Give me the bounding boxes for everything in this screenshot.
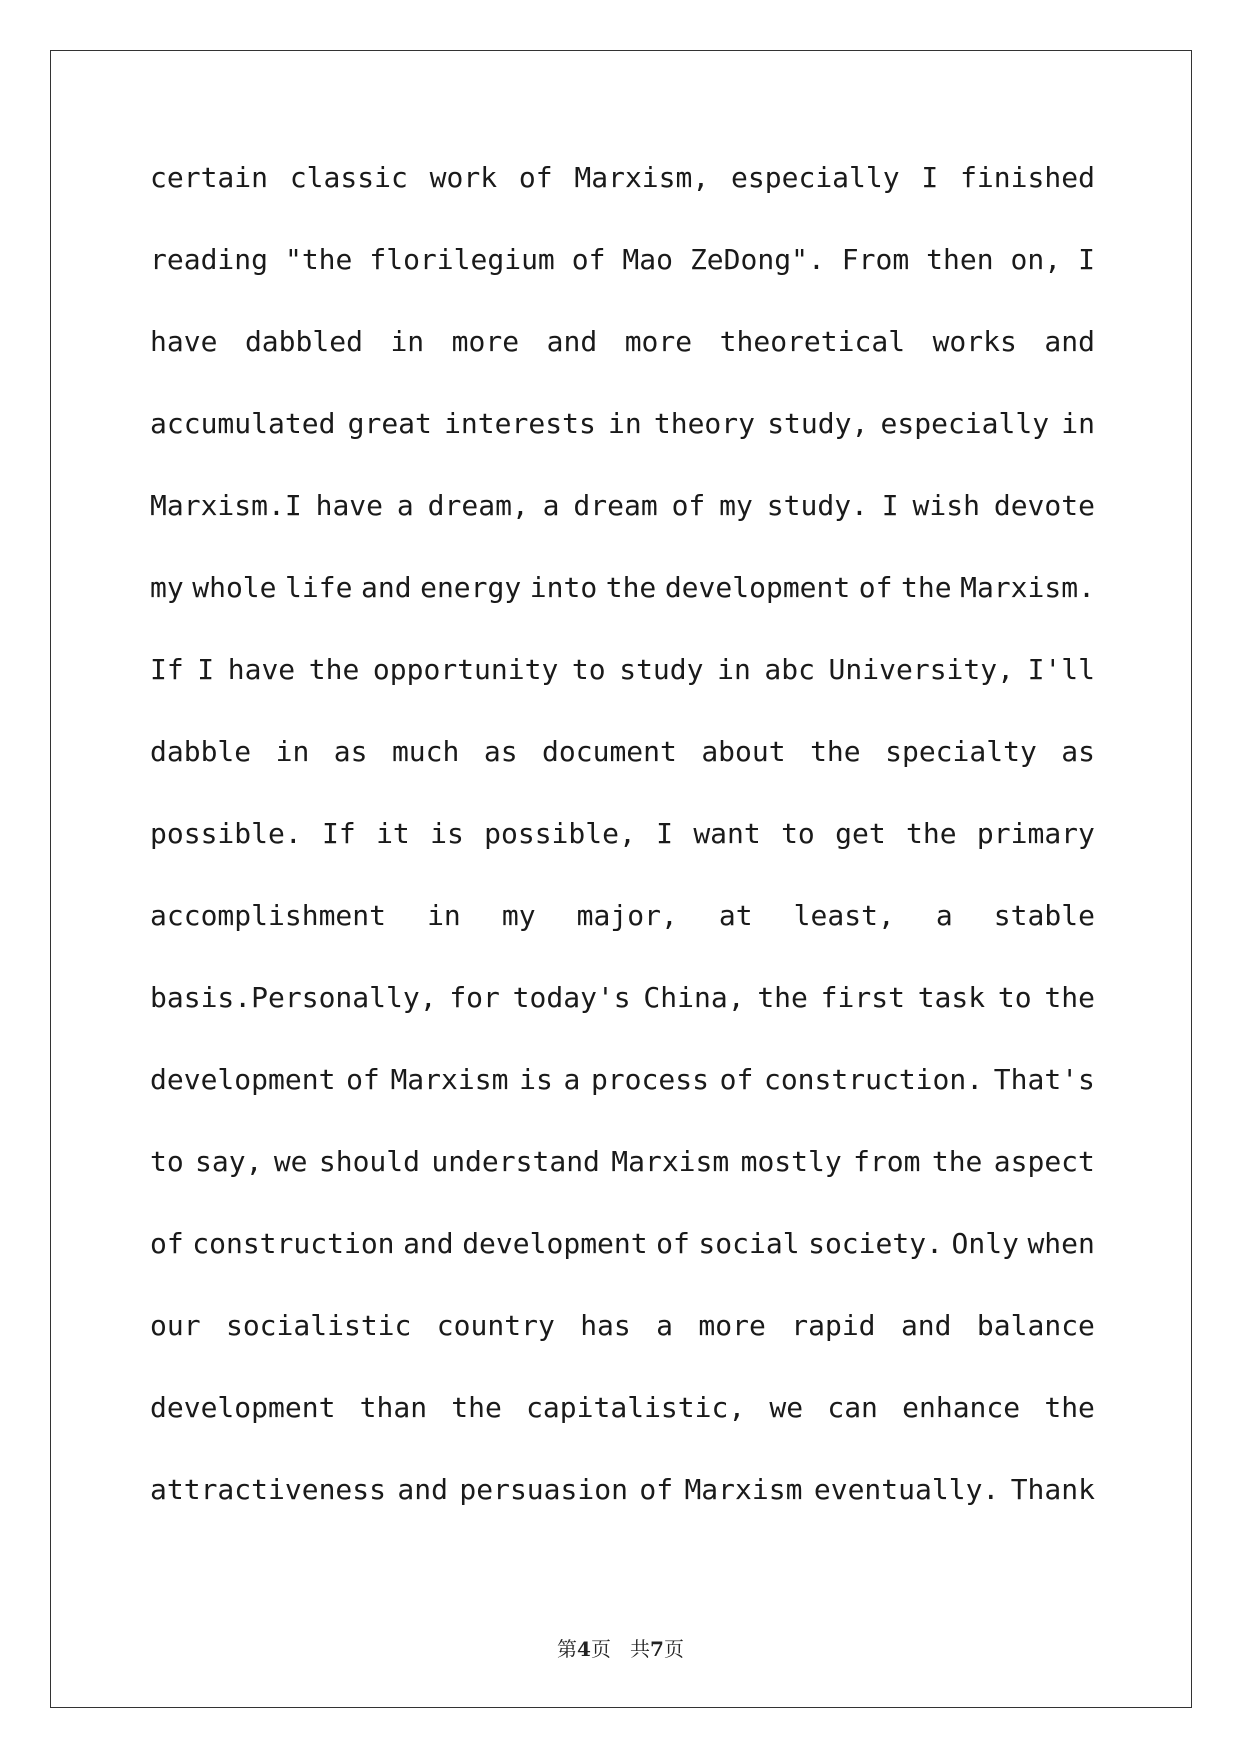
word: more <box>624 325 693 358</box>
text-line <box>150 1308 1095 1390</box>
word: understand <box>431 1145 600 1178</box>
word: and <box>361 571 412 604</box>
word: florilegium <box>369 243 555 276</box>
word: I <box>1078 243 1095 276</box>
word: about <box>701 735 786 768</box>
word: in <box>717 653 751 686</box>
word: is <box>430 817 464 850</box>
word: the <box>757 981 808 1014</box>
word: to <box>150 1145 184 1178</box>
word: ZeDong". <box>689 243 825 276</box>
word: specialty <box>885 735 1037 768</box>
word: the <box>901 571 952 604</box>
word: primary <box>976 817 1095 850</box>
word: the <box>906 817 957 850</box>
word: "the <box>284 243 353 276</box>
word: least, <box>793 899 895 932</box>
body-text <box>150 160 1095 1554</box>
word: Marxism.I <box>150 489 302 522</box>
word: possible. <box>150 817 302 850</box>
word: Thank <box>1010 1473 1095 1506</box>
word: basis.Personally, <box>150 981 437 1014</box>
word: more <box>451 325 520 358</box>
word: want <box>693 817 761 850</box>
word: should <box>318 1145 421 1178</box>
text-line <box>150 1472 1095 1554</box>
word: to <box>571 653 606 686</box>
word: the <box>308 653 360 686</box>
word: we <box>769 1391 804 1424</box>
word: of <box>571 243 606 276</box>
word: process <box>590 1063 709 1096</box>
total-pages-number: 7 <box>650 1637 664 1661</box>
word: If <box>322 817 356 850</box>
word: then <box>926 243 994 276</box>
word: from <box>853 1145 921 1178</box>
word: enhance <box>902 1391 1021 1424</box>
word: Marxism <box>684 1473 803 1506</box>
word: of <box>639 1473 674 1506</box>
footer-page-suffix: 页 <box>590 1637 611 1661</box>
word: certain <box>150 161 269 194</box>
word: the <box>810 735 861 768</box>
word: abc <box>764 653 815 686</box>
word: University, <box>828 653 1014 686</box>
word: works <box>932 325 1017 358</box>
word: study <box>619 653 704 686</box>
footer-prefix: 第 <box>557 1637 578 1661</box>
word: If <box>150 653 184 686</box>
word: we <box>273 1145 308 1178</box>
text-line <box>150 1226 1095 1308</box>
word: I'll <box>1027 653 1095 686</box>
word: our <box>150 1309 201 1342</box>
word: eventually. <box>813 1473 1000 1506</box>
word: as <box>1061 735 1095 768</box>
word: theory <box>653 407 756 440</box>
word: dabbled <box>244 325 363 358</box>
word: That's <box>993 1063 1095 1096</box>
word: dream, <box>427 489 529 522</box>
word: mostly <box>740 1145 842 1178</box>
word: Marxism <box>390 1063 509 1096</box>
word: devote <box>993 489 1095 522</box>
word: dream <box>573 489 658 522</box>
word: get <box>835 817 886 850</box>
word: it <box>376 817 410 850</box>
word: reading <box>150 243 269 276</box>
footer-total-prefix: 共 <box>630 1637 651 1661</box>
text-line <box>150 324 1095 406</box>
word: persuasion <box>459 1473 628 1506</box>
word: Marxism <box>611 1145 730 1178</box>
word: development <box>462 1227 648 1260</box>
word: theoretical <box>719 325 906 358</box>
word: than <box>359 1391 428 1424</box>
word: of <box>858 571 893 604</box>
word: to <box>781 817 815 850</box>
word: a <box>656 1309 674 1342</box>
word: a <box>542 489 560 522</box>
text-line <box>150 488 1095 570</box>
word: of <box>346 1063 380 1096</box>
word: balance <box>976 1309 1095 1342</box>
word: of <box>719 1063 754 1096</box>
word: in <box>275 735 310 768</box>
word: social <box>698 1227 800 1260</box>
text-line <box>150 1390 1095 1472</box>
word: in <box>1061 407 1095 440</box>
text-line <box>150 816 1095 898</box>
word: China, <box>643 981 745 1014</box>
word: construction. <box>763 1063 984 1096</box>
text-line <box>150 898 1095 980</box>
word: for <box>449 981 500 1014</box>
page-footer <box>0 1633 1241 1662</box>
word: I <box>921 161 939 194</box>
word: energy <box>420 571 522 604</box>
word: and <box>900 1309 952 1342</box>
word: I <box>656 817 674 850</box>
word: can <box>827 1391 878 1424</box>
word: in <box>427 899 461 932</box>
word: accumulated <box>150 407 336 440</box>
word: as <box>333 735 368 768</box>
word: I <box>197 653 215 686</box>
word: a <box>563 1063 581 1096</box>
word: development <box>150 1063 336 1096</box>
word: Marxism, <box>574 161 710 194</box>
word: society. <box>808 1227 943 1260</box>
word: the <box>931 1145 983 1178</box>
word: today's <box>512 981 631 1014</box>
word: into <box>529 571 598 604</box>
word: of <box>656 1227 690 1260</box>
word: and <box>1044 325 1095 358</box>
word: major, <box>576 899 678 932</box>
text-line <box>150 1062 1095 1144</box>
text-line <box>150 980 1095 1062</box>
word: wish <box>912 489 980 522</box>
word: a <box>396 489 414 522</box>
word: in <box>607 407 642 440</box>
word: at <box>718 899 753 932</box>
word: study. <box>766 489 868 522</box>
word: on, <box>1010 243 1062 276</box>
word: opportunity <box>372 653 559 686</box>
word: of <box>518 161 553 194</box>
word: work <box>429 161 498 194</box>
word: development <box>150 1391 336 1424</box>
word: development <box>664 571 851 604</box>
word: and <box>546 325 598 358</box>
word: my <box>719 489 753 522</box>
word: is <box>519 1063 553 1096</box>
word: possible, <box>484 817 636 850</box>
word: when <box>1027 1227 1095 1260</box>
text-line <box>150 242 1095 324</box>
word: task <box>917 981 986 1014</box>
word: capitalistic, <box>526 1391 746 1424</box>
word: stable <box>993 899 1095 932</box>
text-line <box>150 652 1095 734</box>
word: aspect <box>993 1145 1095 1178</box>
word: have <box>315 489 384 522</box>
word: I <box>881 489 899 522</box>
word: of <box>150 1227 184 1260</box>
word: especially <box>880 407 1050 440</box>
word: Mao <box>622 243 673 276</box>
word: have <box>150 325 218 358</box>
word: first <box>820 981 905 1014</box>
word: of <box>671 489 706 522</box>
word: to <box>997 981 1032 1014</box>
word: and <box>397 1473 448 1506</box>
word: document <box>542 735 677 768</box>
word: socialistic <box>225 1309 412 1342</box>
word: accomplishment <box>150 899 387 932</box>
word: classic <box>289 161 408 194</box>
word: construction <box>192 1227 395 1260</box>
word: interests <box>444 407 596 440</box>
word: have <box>227 653 296 686</box>
word: as <box>483 735 518 768</box>
text-line <box>150 406 1095 488</box>
text-line <box>150 734 1095 816</box>
footer-total-suffix: 页 <box>663 1637 684 1661</box>
word: attractiveness <box>150 1473 387 1506</box>
word: dabble <box>150 735 252 768</box>
word: the <box>1044 981 1095 1014</box>
word: Only <box>951 1227 1019 1260</box>
word: From <box>841 243 910 276</box>
word: Marxism. <box>960 571 1095 604</box>
word: rapid <box>791 1309 876 1342</box>
word: especially <box>731 161 900 194</box>
word: and <box>403 1227 454 1260</box>
word: life <box>285 571 353 604</box>
word: whole <box>192 571 277 604</box>
text-line <box>150 160 1095 242</box>
word: country <box>436 1309 555 1342</box>
text-line <box>150 1144 1095 1226</box>
word: my <box>150 571 184 604</box>
word: finished <box>960 161 1095 194</box>
word: the <box>451 1391 502 1424</box>
current-page-number: 4 <box>577 1637 591 1661</box>
word: a <box>935 899 953 932</box>
text-line <box>150 570 1095 652</box>
word: study, <box>767 407 869 440</box>
word: great <box>347 407 432 440</box>
word: has <box>580 1309 631 1342</box>
word: the <box>1044 1391 1095 1424</box>
word: much <box>391 735 460 768</box>
word: the <box>605 571 657 604</box>
word: in <box>390 325 425 358</box>
word: more <box>698 1309 766 1342</box>
word: my <box>501 899 536 932</box>
word: say, <box>195 1145 263 1178</box>
